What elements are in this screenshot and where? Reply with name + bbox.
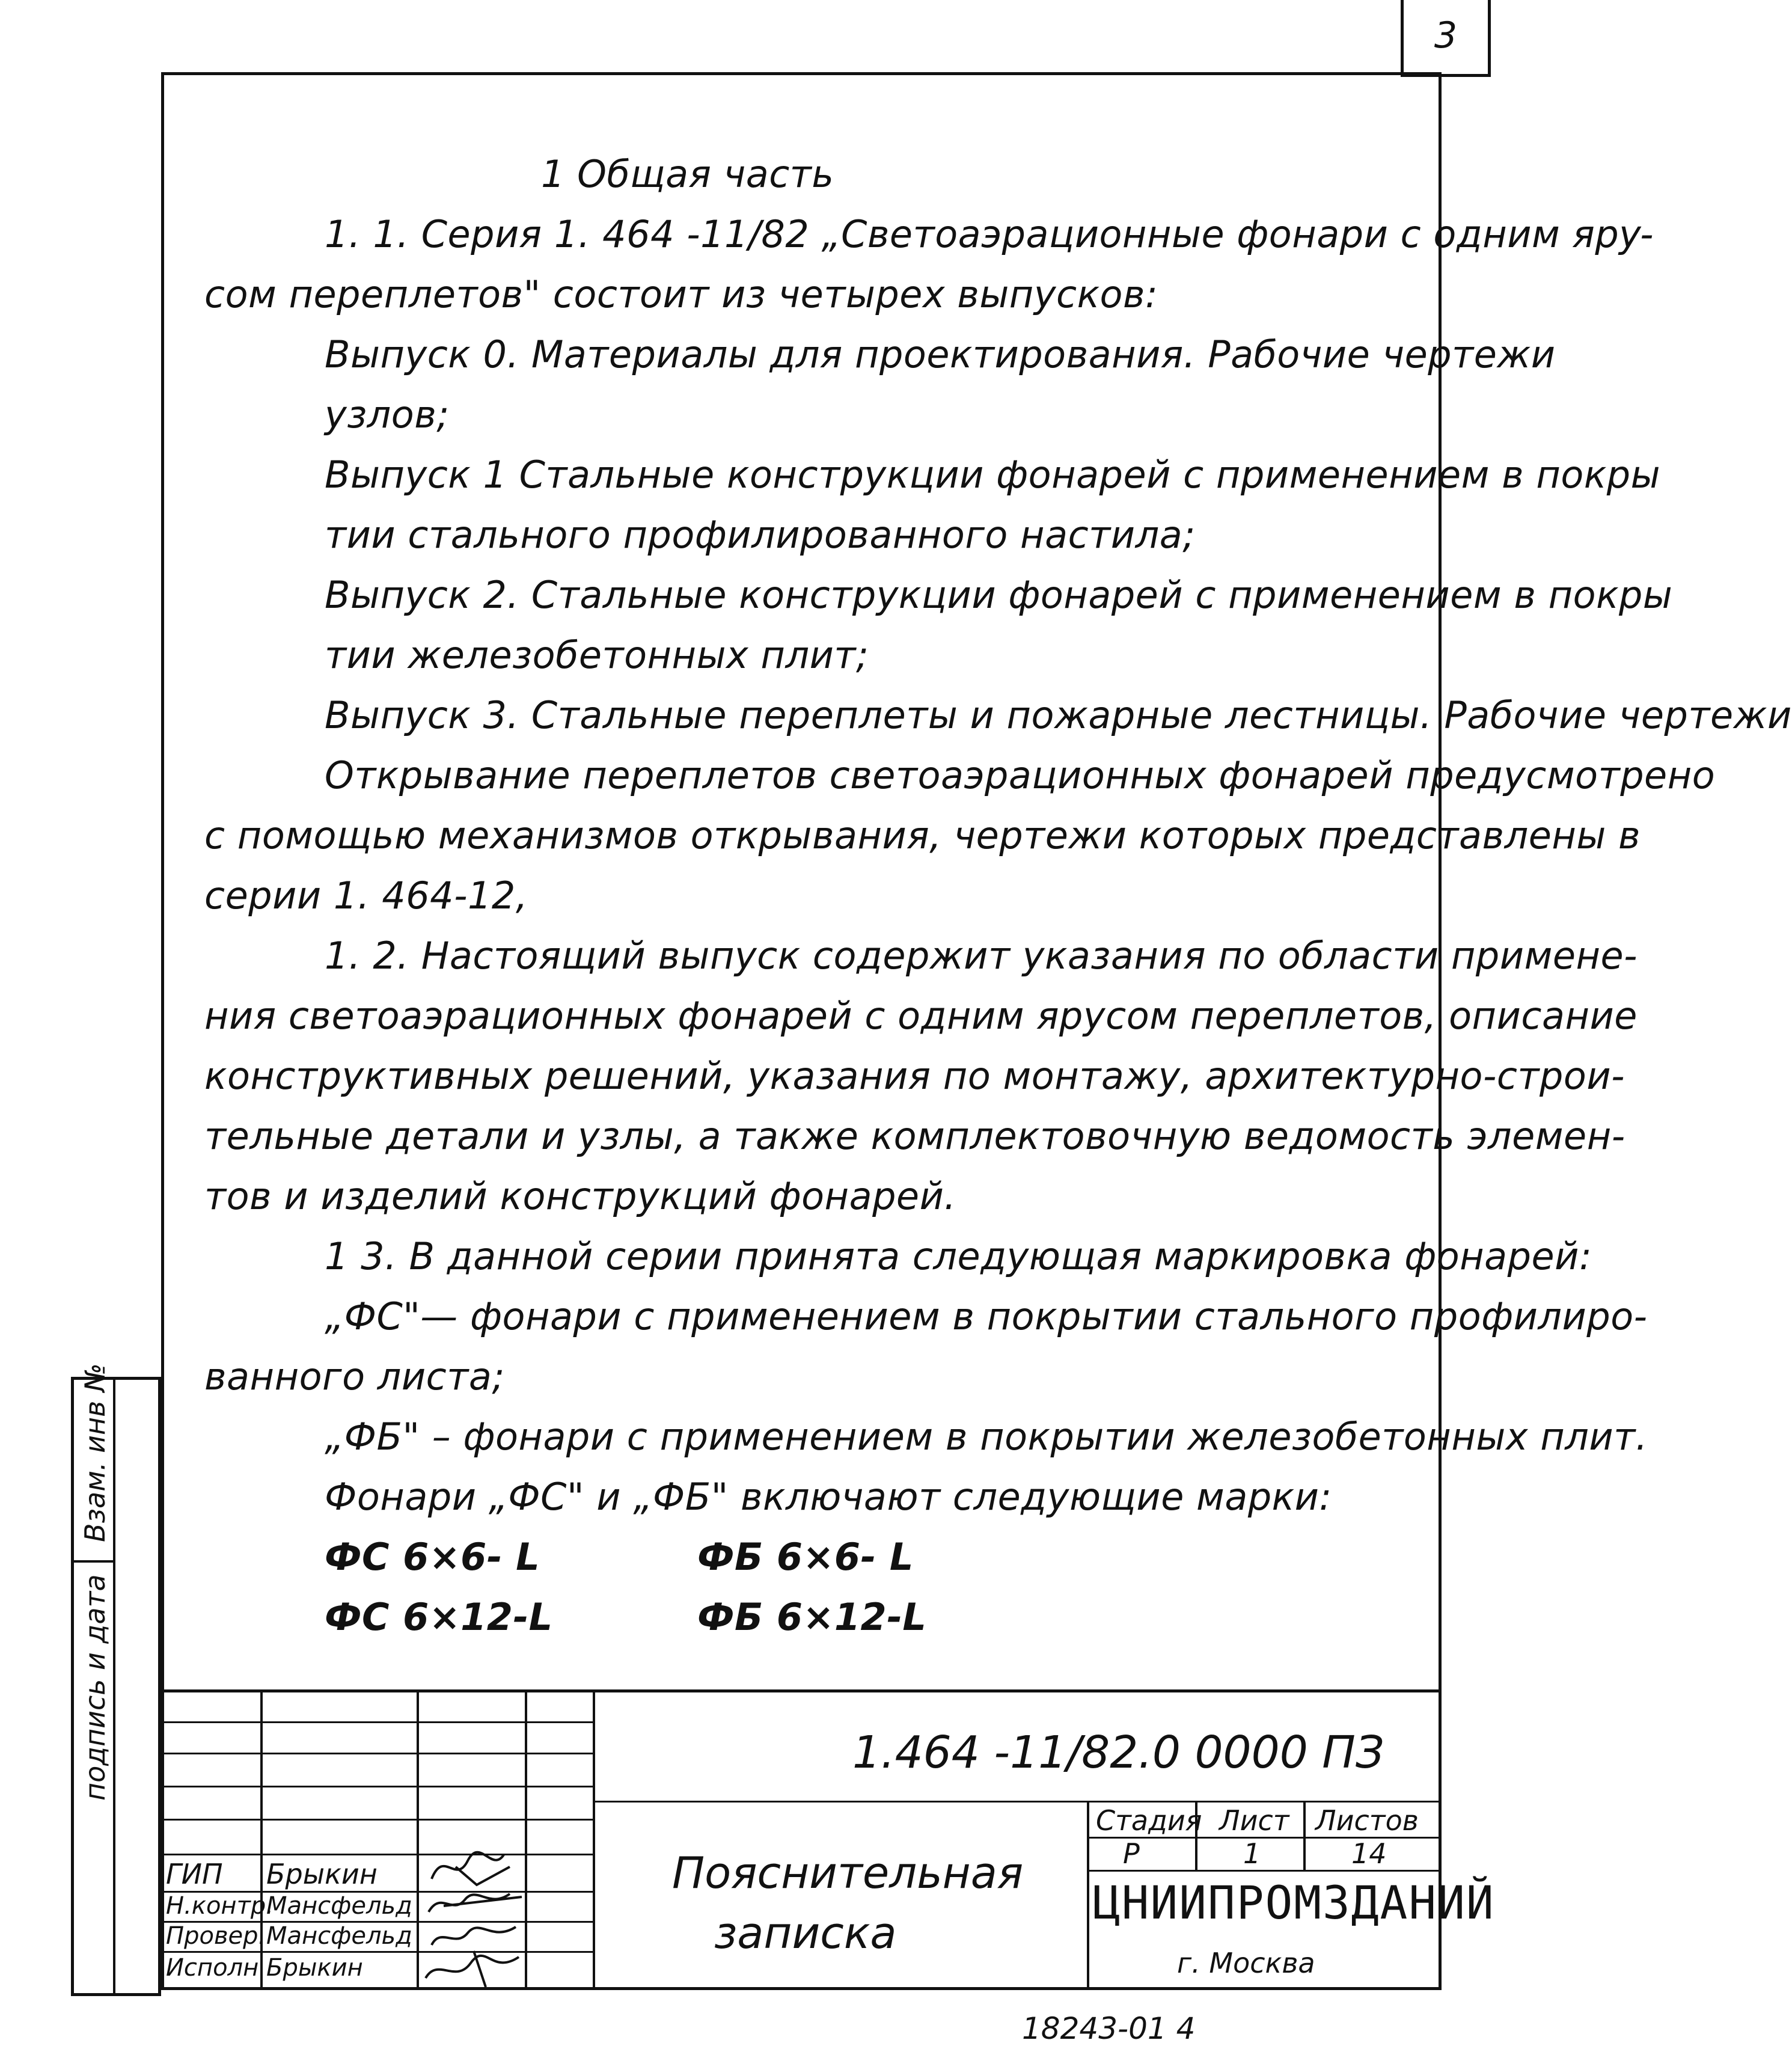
title-block	[161, 1689, 1495, 1990]
text-line: „ФБ" – фонари с применением в покрытии железобетонных плит.	[325, 1415, 1648, 1459]
document-body	[204, 144, 1792, 1639]
document-title: Пояснительная	[672, 1848, 1024, 1898]
signer-name: Брыкин	[266, 1954, 363, 1982]
text-line: Выпуск 0. Материалы для проектирования. Рабочие чертежи	[325, 332, 1556, 376]
sheet-number: 3	[1401, 0, 1491, 77]
signer-name: Брыкин	[266, 1858, 378, 1890]
signatures	[420, 1843, 534, 1990]
mark-label: ФС 6×12-L	[325, 1595, 553, 1639]
text-line: ния светоаэрационных фонарей с одним ярусом переплетов, описание	[204, 994, 1638, 1038]
sheet-header: Лист	[1219, 1804, 1289, 1837]
mark-label: ФБ 6×12-L	[697, 1595, 927, 1639]
text-line: 1 3. В данной серии принята следующая маркировка фонарей:	[325, 1234, 1592, 1278]
text-line: конструктивных решений, указания по монтажу, архитектурно-строи-	[204, 1054, 1625, 1098]
stage-value: Р	[1123, 1837, 1140, 1870]
sheets-header: Листов	[1315, 1804, 1419, 1837]
text-line: 1. 2. Настоящий выпуск содержит указания по области примене-	[325, 934, 1638, 978]
text-line: 1. 1. Серия 1. 464 -11/82 „Светоаэрационные фонари с одним ярy-	[325, 212, 1654, 256]
marks-row	[204, 1527, 1431, 1587]
signer-name: Мансфельд	[266, 1922, 412, 1950]
text-line: Выпуск 1 Стальные конструкции фонарей с применением в покры	[325, 453, 1661, 497]
signer-role: Исполн	[166, 1954, 259, 1982]
signer-role: ГИП	[166, 1858, 223, 1890]
document-code: 1.464 -11/82.0 0000 ПЗ	[852, 1727, 1384, 1778]
section-heading: 1 Общая часть	[541, 152, 834, 196]
text-line: с помощью механизмов открывания, чертежи которых представлены в	[204, 813, 1641, 857]
text-line: узлов;	[325, 393, 450, 436]
side-stamp	[71, 1363, 161, 1996]
marks-row	[204, 1587, 1431, 1647]
text-line: Выпуск 3. Стальные переплеты и пожарные лестницы. Рабочие чертежи	[325, 693, 1792, 737]
signature-date-label: подпись и дата	[79, 1574, 111, 1801]
text-line: тов и изделий конструкций фонарей.	[204, 1174, 956, 1218]
inventory-label: Взам. инв №	[79, 1363, 111, 1542]
text-line: тии стального профилированного настила;	[325, 513, 1196, 557]
bottom-code: 18243-01 4	[1022, 2011, 1196, 2046]
sheet-value: 1	[1243, 1837, 1261, 1870]
document-title: записка	[714, 1908, 897, 1958]
text-line: тельные детали и узлы, а также комплектовочную ведомость элемен-	[204, 1114, 1625, 1158]
text-line: сом переплетов" состоит из четырех выпусков:	[204, 272, 1158, 316]
text-line: Открывание переплетов светоаэрационных фонарей предусмотрено	[325, 753, 1716, 797]
organization: ЦНИИПРОМЗДАНИЙ	[1093, 1876, 1495, 1929]
text-line: тии железобетонных плит;	[325, 633, 869, 677]
text-line: Фонари „ФС" и „ФБ" включают следующие марки:	[325, 1475, 1332, 1519]
text-line: серии 1. 464-12,	[204, 874, 528, 917]
text-line: ванного листа;	[204, 1355, 505, 1398]
mark-label: ФБ 6×6- L	[697, 1535, 914, 1579]
city: г. Москва	[1177, 1947, 1315, 1979]
mark-label: ФС 6×6- L	[325, 1535, 540, 1579]
signer-role: Провер.	[166, 1922, 266, 1950]
signer-name: Мансфельд	[266, 1892, 412, 1920]
stage-header: Стадия	[1096, 1804, 1202, 1837]
signer-role: Н.контр.	[166, 1892, 274, 1920]
text-line: Выпуск 2. Стальные конструкции фонарей с применением в покры	[325, 573, 1673, 617]
sheets-value: 14	[1351, 1837, 1387, 1870]
text-line: „ФС"— фонари с применением в покрытии стального профилиро-	[325, 1294, 1648, 1338]
